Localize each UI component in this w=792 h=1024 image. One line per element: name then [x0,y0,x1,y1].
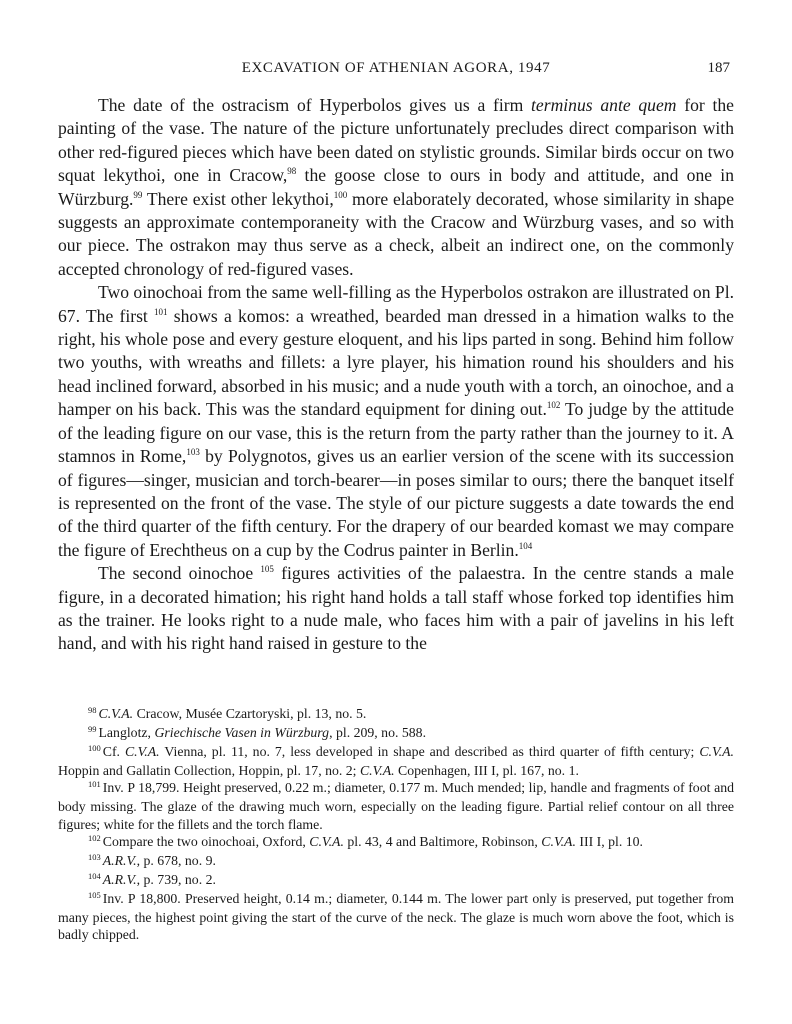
footnote-ref: 98 [287,166,297,177]
italic-text: Griechische Vasen in Würzburg [154,725,330,741]
paragraph-1 [58,94,734,281]
text-run: shows a komos: a wreathed, bearded man dressed in a himation walks to the right, his whole pose and every gesture eloquent, and his lips parted in song. Behind him follow two youths, with wreaths and fillets: a lyre player, his himation round his shoulders and his head inclined forward, absorbed in his music; and a nude youth with a torch, an oinochoe, and a hamper on his back. This was the standard equipment for dining out. [58,305,734,420]
footnote-99 [58,724,734,743]
text-run: more elaborately decorated, whose similarity in shape suggests an approximate contemporaneity with the Cracow and Würzburg vases, and so with our piece. The ostrakon may thus serve as a check, albeit an indirect one, on the commonly accepted chronology of red-figured vases. [58,188,735,279]
footnote-ref: 101 [154,306,168,317]
italic-text: C.V.A. [541,833,576,849]
page-header [58,58,734,82]
italic-text: C.V.A. [359,763,395,779]
footnote-102 [58,833,734,852]
footnote-number: 101 [88,779,101,790]
text-run: , p. 739, no. 2. [136,871,216,887]
text-run: by Polygnotos, gives us an earlier version of the scene with its succession of figures—singer, musician and torch-bearer—in poses similar to ours; there the banquet itself is represented on the front of the vase. The style of our picture suggests a date towards the end of the third quarter of the fifth century. For the drapery of our bearded komast we may compare the figure of Erechtheus on a cup by the Codrus painter in Berlin. [58,446,734,560]
text-run: Two oinochoai from the same well-filling as the Hyperbolos ostrakon are illustrated on Pl. 67. The first [58,282,734,326]
italic-text: terminus ante quem [531,95,677,115]
text-run: The date of the ostracism of Hyperbolos gives us a firm [98,95,532,115]
text-run: III I, pl. 10. [575,833,643,849]
text-run: , pl. 209, no. 588. [329,725,427,741]
footnote-100 [58,743,734,779]
page-number: 187 [707,60,730,76]
text-run: Hoppin and Gallatin Collection, Hoppin, pl. 17, no. 2; [58,763,360,779]
text-run: Langlotz, [98,725,155,741]
text-run: There exist other lekythoi, [142,188,334,209]
text-run: Vienna, pl. 11, no. 7, less developed in shape and described as third quarter of fifth century; [159,744,700,760]
text-run: the goose close to ours in body and attitude, and one in Würzburg. [58,165,734,209]
footnote-101 [58,779,734,832]
text-run: for the painting of the vase. The nature of the picture unfortunately precludes direct comparison with other red-figured pieces which have been dated on stylistic grounds. Similar birds occur on two squat lekythoi, one in Cracow, [58,95,734,186]
text-run: , p. 678, no. 9. [136,852,216,868]
footnote-ref: 104 [518,540,533,551]
footnote-ref: 105 [260,564,274,575]
italic-text: C.V.A. [98,706,134,721]
footnote-ref: 99 [133,189,143,200]
footnote-number: 104 [88,870,101,881]
footnotes [58,705,734,943]
italic-text: A.R.V. [102,852,137,868]
italic-text: A.R.V. [102,871,137,887]
italic-text: C.V.A. [124,744,160,760]
footnote-ref: 102 [546,400,561,411]
footnote-number: 98 [88,705,97,715]
footnote-number: 103 [88,851,101,862]
footnote-103 [58,852,734,871]
running-title: EXCAVATION OF ATHENIAN AGORA, 1947 [241,60,551,76]
text-run: To judge by the attitude of the leading figure on our vase, this is the return from the party rather than the journey to it. A stamnos in Rome, [58,399,734,467]
footnote-number: 105 [88,889,101,900]
footnote-98 [58,705,734,724]
italic-text: C.V.A. [309,833,344,849]
footnote-number: 100 [88,743,101,754]
text-run: figures activities of the palaestra. In the centre stands a male figure, in a decorated himation; his right hand holds a tall staff whose forked top identifies him as the trainer. He looks right to a nude male, who faces him with a pair of javelins in his left hand, and with his right hand raised in gesture to the [58,563,734,654]
text-run: The second oinochoe [98,563,261,584]
footnote-ref: 100 [333,189,348,200]
text-run: Inv. P 18,799. Height preserved, 0.22 m.; diameter, 0.177 m. Much mended; lip, handle and fragments of foot and body missing. The glaze of the drawing much worn, especially on the leading figure. Partial relief contour on all three figures; white for the fillets and the torch flame. [58,780,734,832]
text-run: Cf. [102,744,125,760]
footnote-105 [58,890,734,943]
body-text [58,94,734,656]
paragraph-3 [58,562,734,656]
footnote-104 [58,871,734,890]
text-run: Inv. P 18,800. Preserved height, 0.14 m.; diameter, 0.144 m. The lower part only is preserved, put together from many pieces, the highest point giving the start of the curve of the neck. The glaze is much worn above the foot, which is badly chipped. [58,890,734,943]
text-run: Copenhagen, III I, pl. 167, no. 1. [394,763,579,779]
text-run: Cracow, Musée Czartoryski, pl. 13, no. 5. [133,706,367,721]
footnote-number: 102 [88,832,101,843]
text-run: Compare the two oinochoai, Oxford, [102,833,310,849]
paragraph-2 [58,281,734,562]
text-run: pl. 43, 4 and Baltimore, Robinson, [343,833,542,849]
italic-text: C.V.A. [699,744,734,760]
footnote-ref: 103 [186,447,200,458]
footnote-number: 99 [88,724,97,735]
